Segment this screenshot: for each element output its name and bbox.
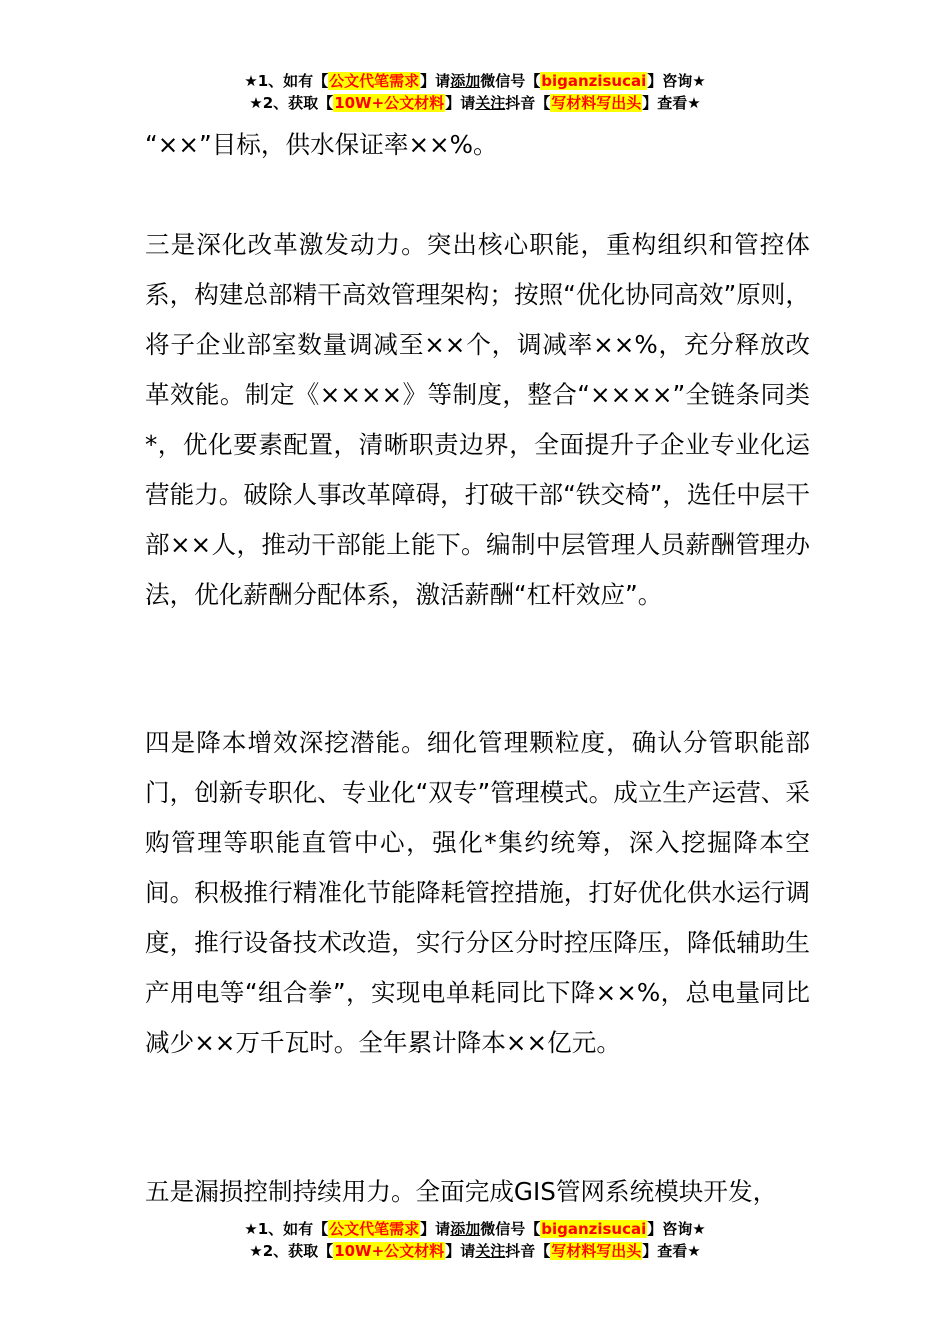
header-banner-line-2: [0, 92, 950, 114]
banner-text: ★2、获取【: [249, 94, 334, 112]
banner-text: 】请: [420, 72, 451, 90]
banner-text: 】请: [445, 1242, 476, 1260]
footer-banner-line-1: [0, 1218, 950, 1240]
banner-text: 】咨询★: [647, 1220, 706, 1238]
banner-text: ★1、如有【: [244, 1220, 329, 1238]
banner-highlight: biganzisucai: [541, 1220, 647, 1238]
banner-text: 】咨询★: [647, 72, 706, 90]
banner-text: ★2、获取【: [249, 1242, 334, 1260]
banner-text: 抖音【: [505, 94, 551, 112]
banner-highlight: 公文代笔需求: [329, 1220, 420, 1238]
banner-highlight: 写材料写出头: [551, 1242, 642, 1260]
banner-text: 抖音【: [505, 1242, 551, 1260]
banner-underlined-text: 关注: [475, 1242, 506, 1260]
banner-text: 】请: [420, 1220, 451, 1238]
header-banner: [0, 70, 950, 114]
banner-highlight: 10W+公文材料: [334, 94, 445, 112]
paragraph-fourth: 四是降本增效深挖潜能。细化管理颗粒度，确认分管职能部门，创新专职化、专业化“双专”管理模式。成立生产运营、采购管理等职能直管中心，强化*集约统筹，深入挖掘降本空间。积极推行精准化节能降耗管控措施，打好优化供水运行调度，推行设备技术改造，实行分区分时控压降压，降低辅助生产用电等“组合拳”，实现电单耗同比下降××%，总电量同比减少××万千瓦时。全年累计降本××亿元。: [145, 728, 810, 1057]
banner-text: 】请: [445, 94, 476, 112]
banner-text: ★1、如有【: [244, 72, 329, 90]
banner-highlight: 10W+公文材料: [334, 1242, 445, 1260]
banner-underlined-text: 添加: [450, 72, 481, 90]
banner-highlight: 公文代笔需求: [329, 72, 420, 90]
header-banner-line-1: [0, 70, 950, 92]
footer-banner-line-2: [0, 1240, 950, 1262]
banner-underlined-text: 添加: [450, 1220, 481, 1238]
footer-banner: [0, 1218, 950, 1262]
banner-text: 】查看★: [642, 1242, 701, 1260]
banner-highlight: 写材料写出头: [551, 94, 642, 112]
paragraph-third: 三是深化改革激发动力。突出核心职能，重构组织和管控体系，构建总部精干高效管理架构；按照“优化协同高效”原则，将子企业部室数量调减至××个，调减率××%，充分释放改革效能。制定《××××》等制度，整合“××××”全链条同类*，优化要素配置，清晰职责边界，全面提升子企业专业化运营能力。破除人事改革障碍，打破干部“铁交椅”，选任中层干部××人，推动干部能上能下。编制中层管理人员薪酬管理办法，优化薪酬分配体系，激活薪酬“杠杆效应”。: [145, 230, 810, 609]
paragraph-continued: “××”目标，供水保证率××%。: [145, 130, 498, 159]
banner-highlight: biganzisucai: [541, 72, 647, 90]
banner-text: 微信号【: [480, 1220, 541, 1238]
banner-text: 】查看★: [642, 94, 701, 112]
paragraph-fifth: 五是漏损控制持续用力。全面完成GIS管网系统模块开发，: [145, 1177, 778, 1206]
banner-text: 微信号【: [480, 72, 541, 90]
banner-underlined-text: 关注: [475, 94, 506, 112]
